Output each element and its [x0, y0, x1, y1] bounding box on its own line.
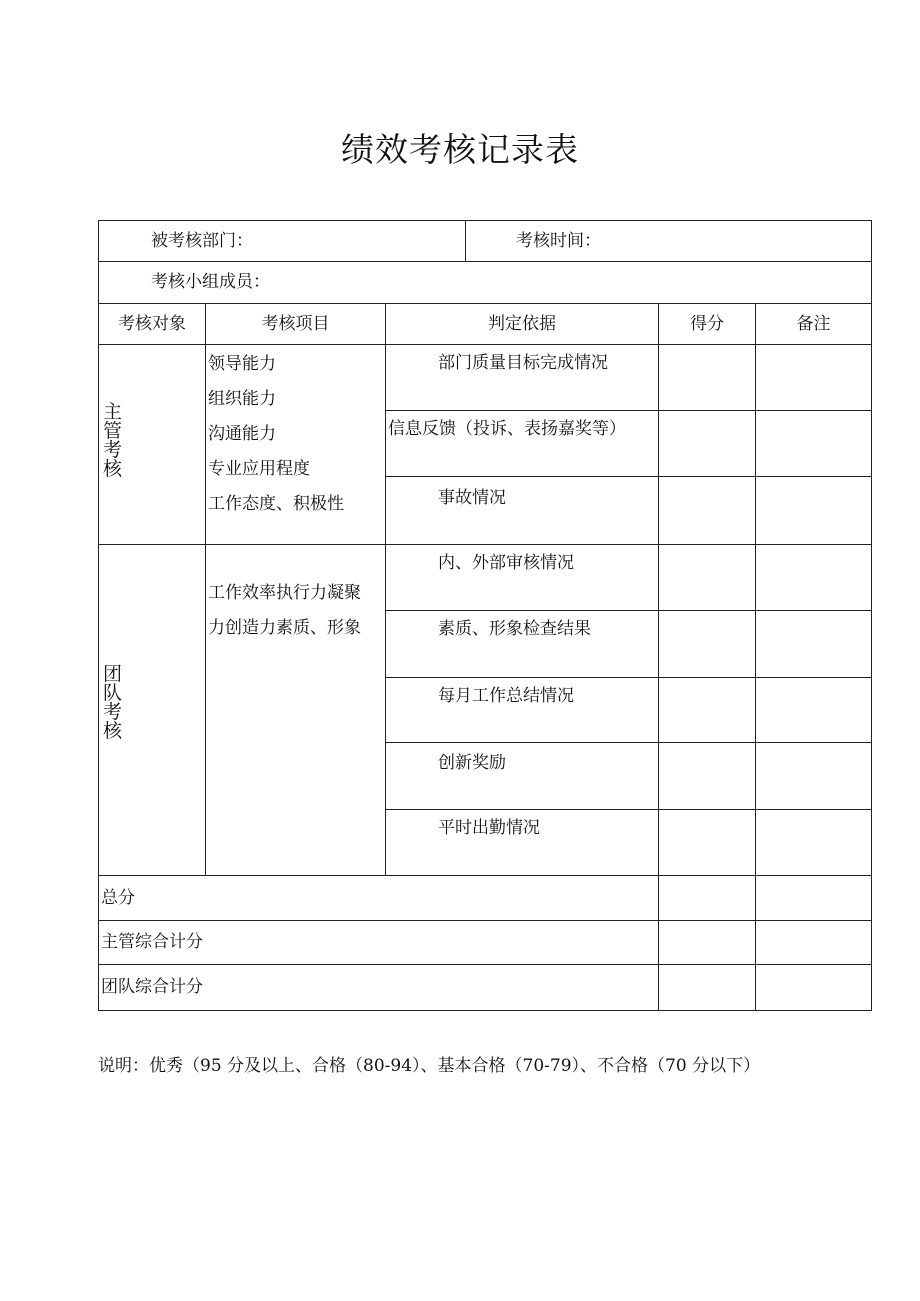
supervisor-item: 沟通能力	[208, 424, 276, 444]
supervisor-item: 专业应用程度	[208, 459, 310, 479]
page-title: 绩效考核记录表	[341, 130, 579, 169]
team-item: 工作效率执行力凝聚	[208, 583, 361, 603]
criteria-cell: 每月工作总结情况	[386, 678, 659, 743]
score-cell[interactable]	[659, 345, 756, 411]
team-target-char: 队	[103, 682, 123, 704]
remark-cell[interactable]	[756, 678, 872, 743]
criteria-cell: 信息反馈（投诉、表扬嘉奖等）	[386, 411, 659, 477]
supervisor-target-char: 管	[103, 420, 123, 442]
column-header-items: 考核项目	[206, 304, 386, 345]
remark-cell[interactable]	[756, 876, 872, 921]
remark-cell[interactable]	[756, 965, 872, 1011]
remark-cell[interactable]	[756, 743, 872, 810]
remark-cell[interactable]	[756, 810, 872, 876]
score-cell[interactable]	[659, 743, 756, 810]
column-header-criteria: 判定依据	[386, 304, 659, 345]
remark-cell[interactable]	[756, 477, 872, 545]
team-target-char: 考	[103, 701, 123, 723]
grading-note: 说明：优秀（95 分及以上、合格（80-94）、基本合格（70-79）、不合格（70 分以下）	[98, 1056, 761, 1076]
supervisor-item: 工作态度、积极性	[208, 494, 344, 514]
supervisor-items-cell	[206, 345, 386, 545]
exam-time-label: 考核时间：	[516, 230, 602, 251]
column-header-target: 考核对象	[99, 304, 206, 345]
supervisor-target-cell	[99, 345, 206, 545]
criteria-cell: 事故情况	[386, 477, 659, 545]
column-header-remark: 备注	[756, 304, 872, 345]
team-target-char: 团	[103, 663, 123, 685]
score-cell[interactable]	[659, 477, 756, 545]
team-target-cell	[99, 545, 206, 876]
column-header-score: 得分	[659, 304, 756, 345]
score-cell[interactable]	[659, 411, 756, 477]
supervisor-target-char: 考	[103, 439, 123, 461]
score-cell[interactable]	[659, 921, 756, 965]
remark-cell[interactable]	[756, 611, 872, 678]
remark-cell[interactable]	[756, 921, 872, 965]
supervisor-target-char: 核	[103, 458, 123, 480]
exam-time-field[interactable]	[466, 221, 872, 262]
score-cell[interactable]	[659, 810, 756, 876]
supervisor-item: 组织能力	[208, 389, 276, 409]
score-cell[interactable]	[659, 545, 756, 611]
summary-label: 总分	[99, 876, 659, 921]
group-members-label: 考核小组成员：	[151, 272, 270, 292]
team-items-cell	[206, 545, 386, 876]
department-field[interactable]	[99, 221, 466, 262]
supervisor-target-char: 主	[103, 401, 123, 423]
remark-cell[interactable]	[756, 411, 872, 477]
remark-cell[interactable]	[756, 545, 872, 611]
score-cell[interactable]	[659, 678, 756, 743]
evaluation-table	[98, 220, 872, 1011]
summary-label: 团队综合计分	[99, 965, 659, 1011]
department-label: 被考核部门：	[151, 230, 253, 251]
group-members-field[interactable]	[99, 262, 872, 304]
score-cell[interactable]	[659, 611, 756, 678]
remark-cell[interactable]	[756, 345, 872, 411]
score-cell[interactable]	[659, 965, 756, 1011]
criteria-cell: 创新奖励	[386, 743, 659, 810]
score-cell[interactable]	[659, 876, 756, 921]
team-target-char: 核	[103, 720, 123, 742]
criteria-cell: 平时出勤情况	[386, 810, 659, 876]
supervisor-item: 领导能力	[208, 354, 276, 374]
criteria-cell: 部门质量目标完成情况	[386, 345, 659, 411]
summary-label: 主管综合计分	[99, 921, 659, 965]
team-item: 力创造力素质、形象	[208, 618, 361, 638]
criteria-cell: 素质、形象检查结果	[386, 611, 659, 678]
criteria-cell: 内、外部审核情况	[386, 545, 659, 611]
